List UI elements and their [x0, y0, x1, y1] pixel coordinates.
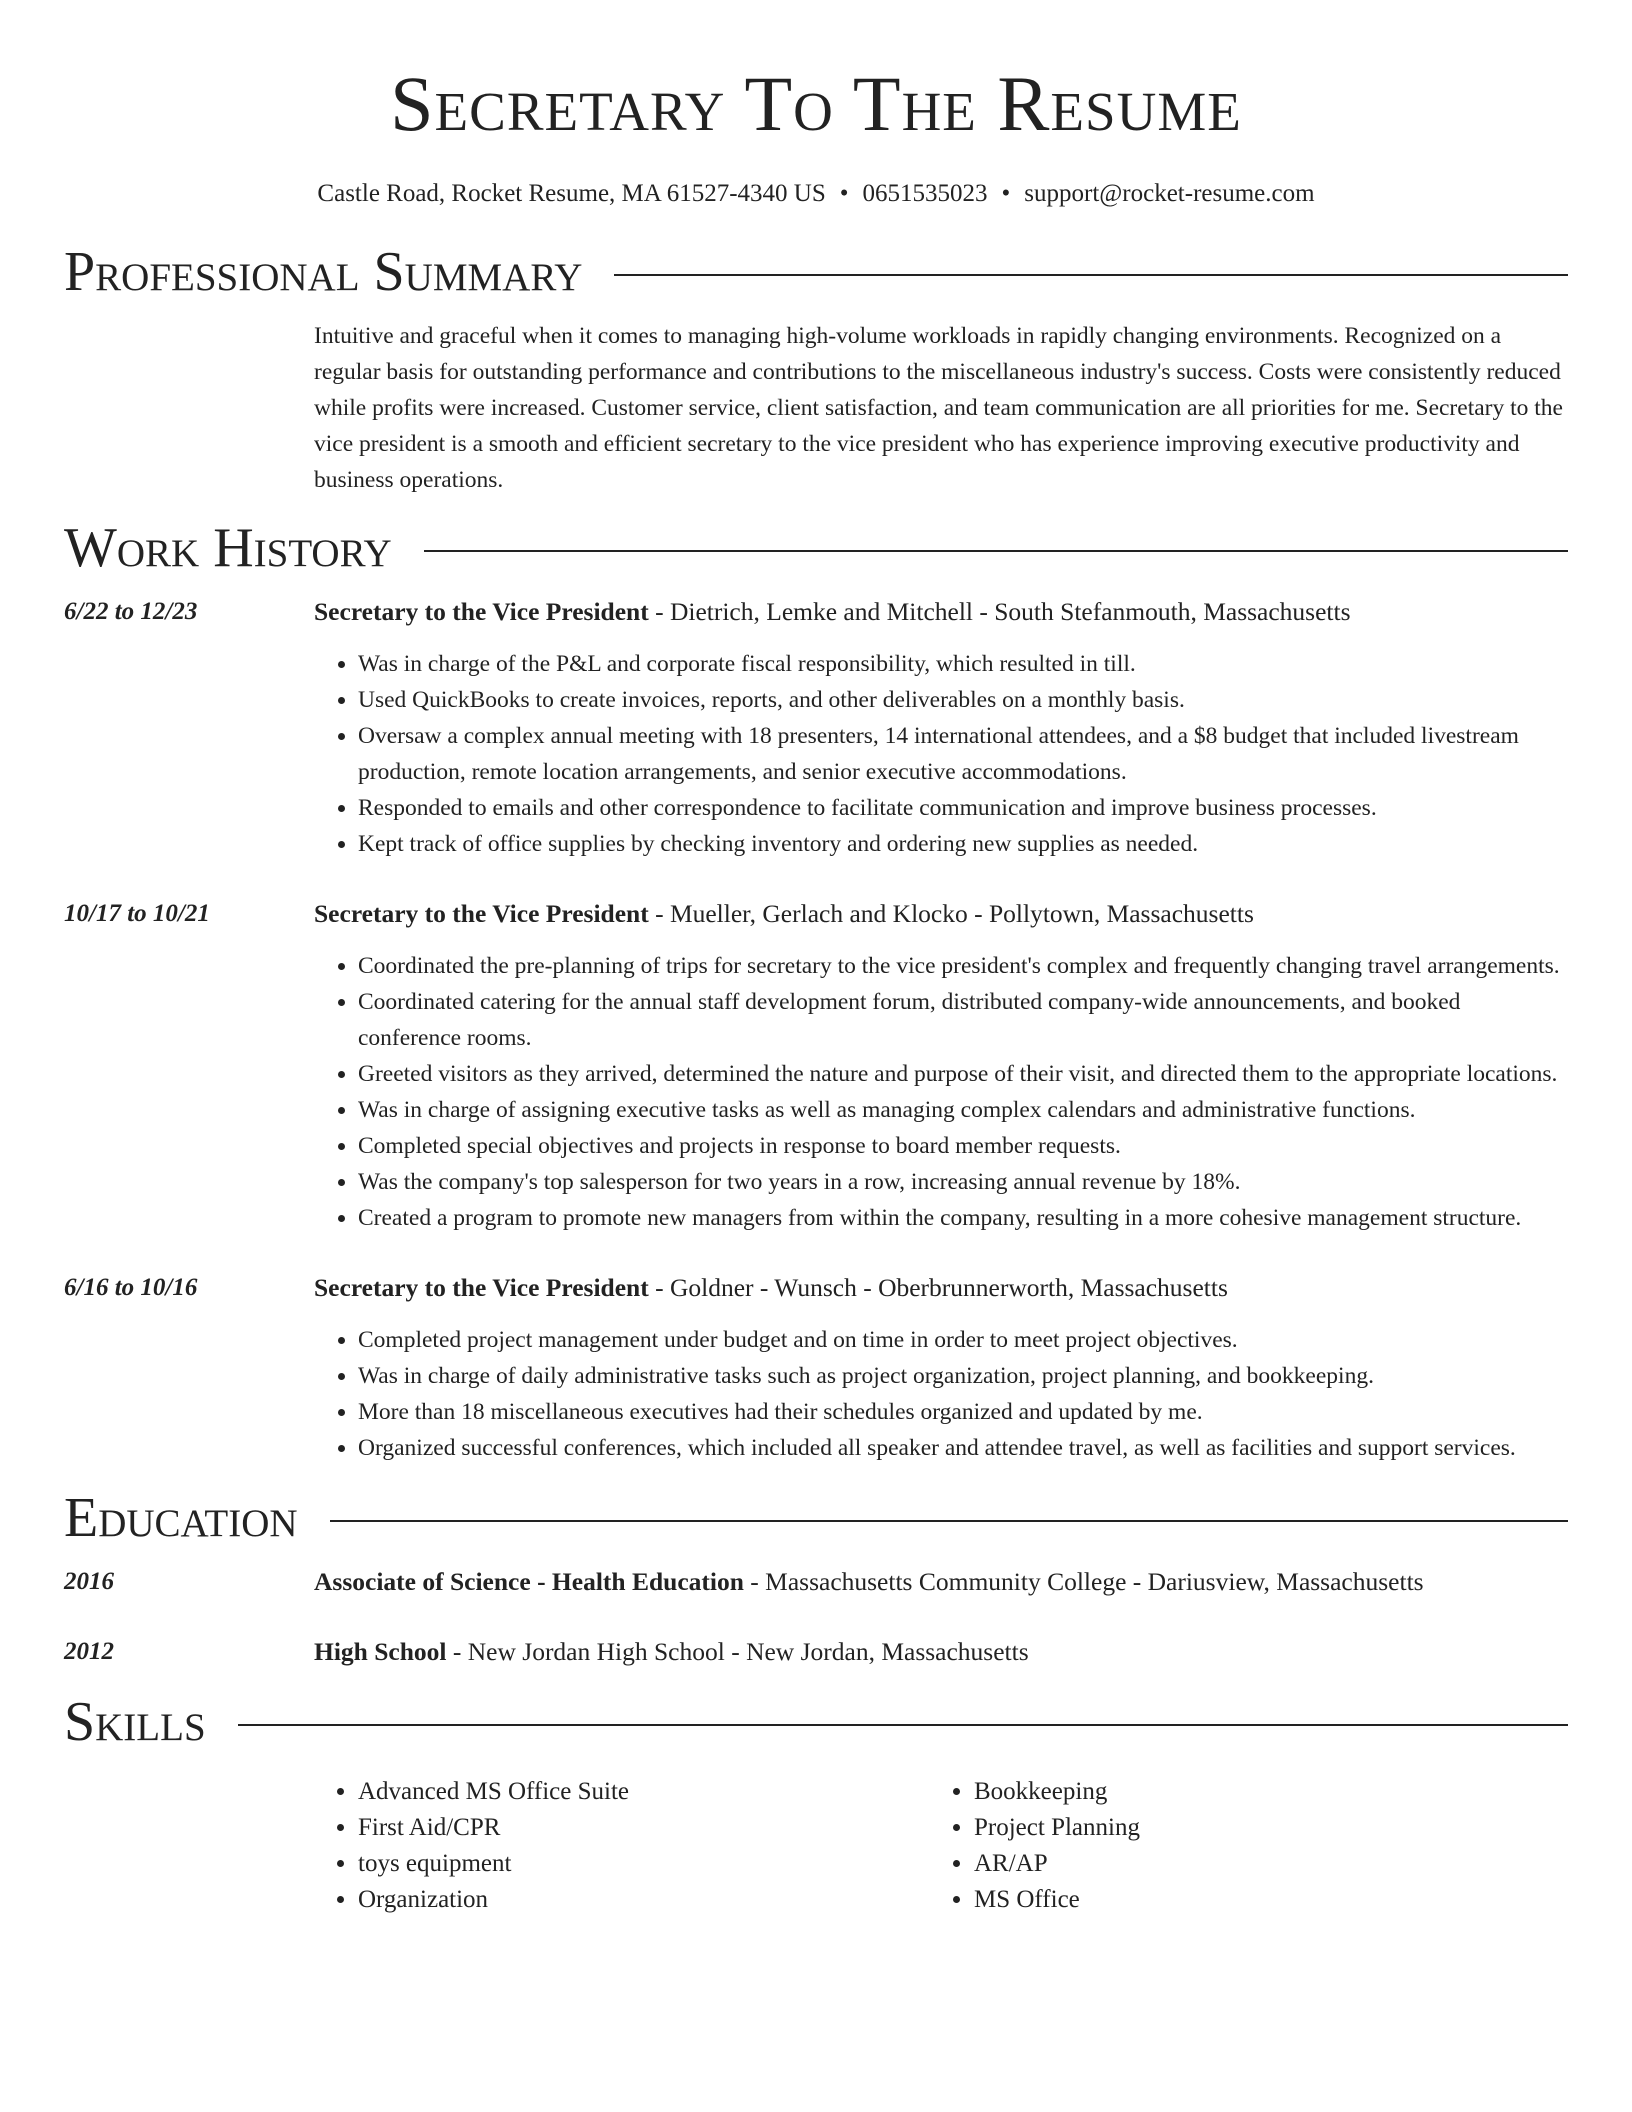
skills-section-header: [64, 1690, 1568, 1754]
job-employer-location: - Dietrich, Lemke and Mitchell - South Stefanmouth, Massachusetts: [648, 597, 1351, 626]
job-bullet: • Was the company's top salesperson for two years in a row, increasing annual revenue by 18%.: [358, 1164, 1568, 1200]
job-bullet: • Coordinated catering for the annual staff development forum, distributed company-wide announcements, and booked conference rooms.: [358, 984, 1568, 1056]
job-dates: 6/22 to 12/23: [64, 598, 198, 625]
job-position: Secretary to the Vice President: [314, 1273, 649, 1302]
skill-item: • Project Planning: [974, 1810, 1546, 1846]
summary-text: Intuitive and graceful when it comes to managing high-volume workloads in rapidly changing environments. Recognized on a regular basis for outstanding performance and contributions to the miscellaneous industry's success. Costs were consistently reduced while profits were increased. Customer service, client satisfaction, and team communication are all priorities for me. Secretary to the vice president is a smooth and efficient secretary to the vice president who has experience improving executive productivity and business operations.: [314, 323, 1563, 493]
job-body: [314, 1270, 1568, 1466]
summary-section-title: Professional Summary: [64, 241, 583, 303]
job-bullet: • Completed project management under budget and on time in order to meet project objectives.: [358, 1322, 1568, 1358]
job-body: [314, 896, 1568, 1236]
resume-page: [64, 0, 1568, 1918]
job-bullet: • Organized successful conferences, which included all speaker and attendee travel, as well as facilities and support services.: [358, 1430, 1568, 1466]
job-dates: 6/16 to 10/16: [64, 1274, 198, 1301]
section-divider: [424, 550, 1568, 552]
job-body: [314, 594, 1568, 862]
job-bullet: • Created a program to promote new managers from within the company, resulting in a more cohesive management structure.: [358, 1200, 1568, 1236]
job-bullet: • Greeted visitors as they arrived, determined the nature and purpose of their visit, and directed them to the appropriate locations.: [358, 1056, 1568, 1092]
skills-list: [314, 1774, 1568, 1918]
skill-item: • Organization: [358, 1882, 930, 1918]
education-degree: High School: [314, 1637, 447, 1666]
education-body: [314, 1634, 1568, 1670]
education-year: 2012: [64, 1638, 114, 1665]
contact-email: support@rocket-resume.com: [1024, 180, 1315, 207]
education-section-header: [64, 1486, 1568, 1550]
job-position: Secretary to the Vice President: [314, 597, 649, 626]
contact-separator: •: [1001, 180, 1011, 207]
section-divider: [238, 1724, 1568, 1726]
skill-item: • First Aid/CPR: [358, 1810, 930, 1846]
education-school-location: - Massachusetts Community College - Dariusview, Massachusetts: [743, 1567, 1424, 1596]
skill-item: • Advanced MS Office Suite: [358, 1774, 930, 1810]
skills-column-right: [930, 1774, 1546, 1918]
job-bullet: • Oversaw a complex annual meeting with 18 presenters, 14 international attendees, and a $8 budget that included livestream production, remote location arrangements, and senior executive accommodations.: [358, 718, 1568, 790]
job-entry: [64, 1270, 1568, 1466]
job-heading: [314, 896, 1568, 932]
education-heading: [314, 1564, 1568, 1600]
job-entry: [64, 896, 1568, 1236]
job-heading: [314, 594, 1568, 630]
resume-name: Secretary To The Resume: [390, 60, 1242, 147]
skill-item: • AR/AP: [974, 1846, 1546, 1882]
job-dates: 10/17 to 10/21: [64, 900, 210, 927]
job-bullets: [314, 948, 1568, 1236]
job-bullet: • Completed special objectives and projects in response to board member requests.: [358, 1128, 1568, 1164]
job-bullet: • More than 18 miscellaneous executives had their schedules organized and updated by me.: [358, 1394, 1568, 1430]
education-degree: Associate of Science - Health Education: [314, 1567, 744, 1596]
job-bullet: • Was in charge of daily administrative tasks such as project organization, project planning, and bookkeeping.: [358, 1358, 1568, 1394]
job-entry: [64, 594, 1568, 862]
job-bullet: • Responded to emails and other correspondence to facilitate communication and improve business processes.: [358, 790, 1568, 826]
job-heading: [314, 1270, 1568, 1306]
education-section-title: Education: [64, 1487, 298, 1549]
skills-column-left: [314, 1774, 930, 1918]
contact-separator: •: [839, 180, 849, 207]
skills-section-title: Skills: [64, 1691, 206, 1753]
work-section-header: [64, 516, 1568, 580]
job-bullet: • Used QuickBooks to create invoices, reports, and other deliverables on a monthly basis.: [358, 682, 1568, 718]
job-bullet: • Coordinated the pre-planning of trips for secretary to the vice president's complex and frequently changing travel arrangements.: [358, 948, 1568, 984]
section-divider: [330, 1520, 1568, 1522]
education-year: 2016: [64, 1568, 114, 1595]
contact-line: [64, 178, 1568, 210]
contact-phone: 0651535023: [862, 180, 988, 207]
summary-section-header: [64, 240, 1568, 304]
work-section-title: Work History: [64, 517, 392, 579]
education-entry: [64, 1634, 1568, 1670]
section-divider: [614, 274, 1568, 276]
contact-address: Castle Road, Rocket Resume, MA 61527-4340 US: [317, 180, 826, 207]
education-heading: [314, 1634, 1568, 1670]
job-bullets: [314, 1322, 1568, 1466]
education-school-location: - New Jordan High School - New Jordan, Massachusetts: [446, 1637, 1029, 1666]
skill-item: • Bookkeeping: [974, 1774, 1546, 1810]
skill-item: • toys equipment: [358, 1846, 930, 1882]
job-bullet: • Was in charge of assigning executive tasks as well as managing complex calendars and administrative functions.: [358, 1092, 1568, 1128]
job-employer-location: - Goldner - Wunsch - Oberbrunnerworth, Massachusetts: [648, 1273, 1228, 1302]
education-body: [314, 1564, 1568, 1600]
job-position: Secretary to the Vice President: [314, 899, 649, 928]
skill-item: • MS Office: [974, 1882, 1546, 1918]
job-employer-location: - Mueller, Gerlach and Klocko - Pollytown, Massachusetts: [648, 899, 1254, 928]
job-bullet: • Kept track of office supplies by checking inventory and ordering new supplies as needed.: [358, 826, 1568, 862]
education-entry: [64, 1564, 1568, 1600]
job-bullet: • Was in charge of the P&L and corporate fiscal responsibility, which resulted in till.: [358, 646, 1568, 682]
job-bullets: [314, 646, 1568, 862]
